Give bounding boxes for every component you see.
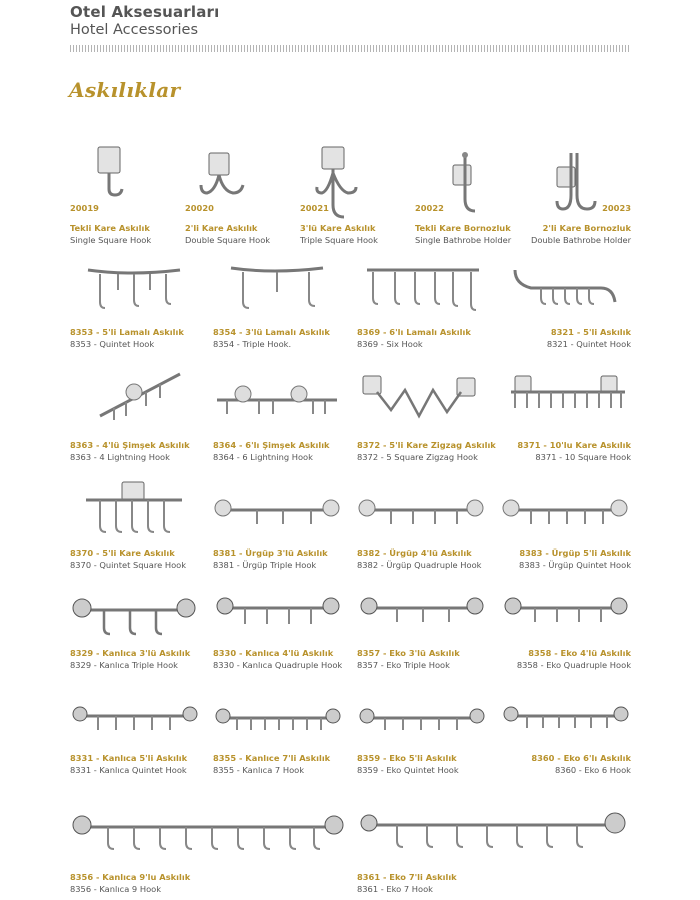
- section-title: Askılıklar: [69, 78, 181, 102]
- product-8356: [70, 805, 345, 900]
- product-code: 20020: [185, 203, 214, 213]
- product-code: 20022: [415, 203, 444, 213]
- product-8330: [213, 586, 343, 686]
- product-8371: [501, 370, 631, 470]
- product-label: 8357 - Eko 3'lü Askılık 8357 - Eko Triple Hook: [357, 648, 460, 670]
- kanlica-quadruple-hook-image: [213, 586, 343, 646]
- product-8364: [213, 370, 343, 470]
- product-20023: [523, 145, 631, 245]
- product-8358: [501, 586, 631, 686]
- product-label: 8358 - Eko 4'lü Askılık 8358 - Eko Quadruple Hook: [516, 648, 631, 670]
- product-label: 8329 - Kanlıca 3'lü Askılık 8329 - Kanlıca Triple Hook: [70, 648, 191, 670]
- product-8355: [213, 700, 343, 800]
- double-square-hook-image: [185, 145, 293, 205]
- product-label: 8381 - Ürgüp 3'lü Askılık 8381 - Ürgüp Triple Hook: [213, 548, 328, 570]
- eko-triple-hook-image: [357, 586, 487, 646]
- square-zigzag-hook-image: [357, 370, 487, 432]
- product-8329: [70, 586, 200, 686]
- product-8370: [70, 478, 200, 578]
- product-code: 20021: [300, 203, 329, 213]
- page-subtitle: Hotel Accessories: [70, 22, 198, 38]
- kanlica-seven-hook-image: [213, 700, 343, 752]
- quintet-square-hook-image: [70, 478, 200, 540]
- product-label: Tekli Kare Bornozluk Single Bathrobe Holder: [415, 223, 512, 245]
- product-label: 8370 - 5'li Kare Askılık 8370 - Quintet Square Hook: [70, 548, 187, 570]
- product-label: 8364 - 6'lı Şimşek Askılık 8364 - 6 Lightning Hook: [213, 440, 330, 462]
- product-label: 3'lü Kare Askılık Triple Square Hook: [300, 223, 378, 245]
- eko-quintet-hook-image: [357, 700, 487, 752]
- product-label: 2'li Kare Askılık Double Square Hook: [185, 223, 271, 245]
- eko-six-hook-image: [501, 700, 631, 752]
- product-8361: [357, 805, 632, 900]
- header-rule: [70, 45, 631, 52]
- product-8363: [70, 370, 200, 470]
- urgup-triple-hook-image: [213, 478, 343, 540]
- ten-square-hook-image: [501, 370, 631, 432]
- six-lightning-hook-image: [213, 370, 343, 432]
- quintet-hook-image: [501, 262, 631, 322]
- product-8359: [357, 700, 487, 800]
- product-label: 8361 - Eko 7'li Askılık 8361 - Eko 7 Hook: [357, 872, 457, 894]
- urgup-quadruple-hook-image: [357, 478, 487, 540]
- product-20021: [300, 145, 408, 245]
- kanlica-quintet-hook-image: [70, 700, 200, 752]
- product-8381: [213, 478, 343, 578]
- product-8369: [357, 262, 487, 362]
- product-8382: [357, 478, 487, 578]
- six-lama-hook-image: [357, 262, 487, 322]
- product-label: 8382 - Ürgüp 4'lü Askılık 8382 - Ürgüp Quadruple Hook: [357, 548, 482, 570]
- product-8321: [501, 262, 631, 362]
- page-title: Otel Aksesuarları: [70, 3, 220, 21]
- single-square-hook-image: [70, 145, 178, 205]
- product-8353: [70, 262, 200, 362]
- product-8372: [357, 370, 496, 470]
- product-8360: [501, 700, 631, 800]
- urgup-quintet-hook-image: [501, 478, 631, 540]
- quintet-lama-hook-image: [70, 262, 200, 322]
- product-label: 8359 - Eko 5'li Askılık 8359 - Eko Quintet Hook: [357, 753, 459, 775]
- product-20019: [70, 145, 178, 245]
- eko-quadruple-hook-image: [501, 586, 631, 646]
- product-label: 8331 - Kanlıca 5'li Askılık 8331 - Kanlıca Quintet Hook: [70, 753, 188, 775]
- product-label: 8355 - Kanlıce 7'li Askılık 8355 - Kanlıca 7 Hook: [213, 753, 331, 775]
- product-label: 8383 - Ürgüp 5'li Askılık 8383 - Ürgüp Quintet Hook: [519, 548, 631, 570]
- product-8331: [70, 700, 200, 800]
- triple-lama-hook-image: [213, 262, 343, 322]
- kanlica-triple-hook-image: [70, 586, 200, 646]
- four-lightning-hook-image: [70, 370, 200, 432]
- product-8354: [213, 262, 343, 362]
- product-label: 8354 - 3'lü Lamalı Askılık 8354 - Triple Hook.: [213, 327, 330, 349]
- product-8357: [357, 586, 487, 686]
- product-code: 20019: [70, 203, 99, 213]
- product-label: 8321 - 5'li Askılık 8321 - Quintet Hook: [546, 327, 631, 349]
- product-label: 8353 - 5'li Lamalı Askılık 8353 - Quintet Hook: [70, 327, 184, 349]
- product-label: 2'li Kare Bornozluk Double Bathrobe Holder: [530, 223, 631, 245]
- product-label: 8363 - 4'lü Şimşek Askılık 8363 - 4 Lightning Hook: [70, 440, 190, 462]
- product-label: Tekli Kare Askılık Single Square Hook: [70, 223, 152, 245]
- product-8383: [501, 478, 631, 578]
- product-label: 8356 - Kanlıca 9'lu Askılık 8356 - Kanlıca 9 Hook: [70, 872, 191, 894]
- product-label: 8330 - Kanlıca 4'lü Askılık 8330 - Kanlıca Quadruple Hook: [213, 648, 343, 670]
- product-label: 8360 - Eko 6'lı Askılık 8360 - Eko 6 Hook: [531, 753, 631, 775]
- product-label: 8369 - 6'lı Lamalı Askılık 8369 - Six Hook: [357, 327, 471, 349]
- product-label: 8371 - 10'lu Kare Askılık 8371 - 10 Square Hook: [517, 440, 631, 462]
- kanlica-nine-hook-image: [70, 805, 345, 863]
- product-20020: [185, 145, 293, 245]
- product-code: 20023: [602, 203, 631, 213]
- product-label: 8372 - 5'li Kare Zigzag Askılık 8372 - 5 Square Zigzag Hook: [357, 440, 496, 462]
- product-20022: [415, 145, 523, 245]
- eko-seven-hook-image: [357, 805, 632, 863]
